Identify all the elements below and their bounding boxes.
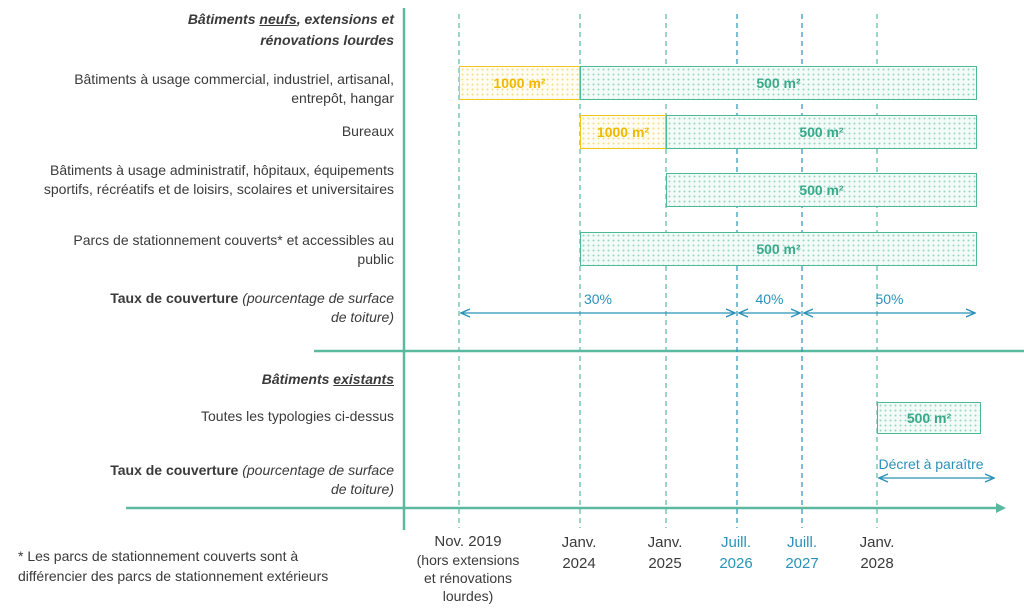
tick-line: 2024 — [562, 555, 596, 572]
coverage-rate-label: 30% — [583, 291, 613, 307]
tick-jan-2028 — [817, 532, 937, 574]
tick-line: 2028 — [860, 555, 894, 572]
coverage-bold: Taux de couverture — [110, 462, 239, 478]
row-label-parking — [73, 231, 394, 269]
row-label-line: Toutes les typologies ci-dessus — [201, 408, 394, 424]
row-label-offices — [342, 122, 394, 141]
row-label-line: Bureaux — [341, 123, 394, 139]
coverage-rate-label: 40% — [755, 291, 784, 307]
title-text: Bâtiments — [187, 11, 260, 27]
coverage-label-new — [110, 289, 394, 327]
threshold-bar: 500 m² — [580, 232, 977, 266]
tick-line: 2027 — [785, 555, 819, 572]
title-text: , extensions et — [296, 11, 394, 27]
coverage-italic: de toiture) — [330, 481, 394, 497]
tick-line: 2025 — [648, 555, 682, 572]
tick-line: Juill. — [720, 534, 751, 551]
tick-line: Nov. 2019 — [434, 533, 502, 550]
threshold-bar: 500 m² — [877, 402, 981, 434]
tick-line: Janv. — [561, 534, 597, 551]
row-label-line: Bâtiments à usage commercial, industriel, artisanal, — [74, 71, 394, 87]
tick-line: lourdes) — [442, 588, 494, 604]
decree-text: Décret à paraître — [878, 456, 984, 472]
tick-line: Janv. — [859, 534, 895, 551]
coverage-bold: Taux de couverture — [110, 290, 239, 306]
threshold-bar: 1000 m² — [580, 115, 666, 149]
row-label-line: public — [357, 251, 394, 267]
footnote-line: * Les parcs de stationnement couverts sont à — [18, 548, 299, 564]
title-text: rénovations lourdes — [260, 32, 394, 48]
threshold-bar: 1000 m² — [459, 66, 580, 100]
row-label-all-types — [201, 407, 394, 426]
tick-line: et rénovations — [424, 570, 512, 586]
title-underlined: existants — [333, 371, 394, 387]
footnote — [18, 546, 378, 586]
title-underlined: neufs — [259, 11, 297, 27]
coverage-italic: de toiture) — [330, 309, 394, 325]
coverage-rate-label: 50% — [875, 291, 904, 307]
coverage-italic: (pourcentage de surface — [238, 290, 394, 306]
tick-nov-2019 — [408, 532, 528, 605]
new-buildings-title — [188, 9, 394, 51]
threshold-bar: 500 m² — [666, 173, 977, 207]
tick-line: 2026 — [719, 555, 753, 572]
threshold-bar: 500 m² — [666, 115, 977, 149]
coverage-italic: (pourcentage de surface — [238, 462, 394, 478]
row-label-commercial — [74, 70, 394, 108]
footnote-line: différencier des parcs de stationnement extérieurs — [18, 568, 329, 584]
row-label-line: entrepôt, hangar — [291, 90, 394, 106]
tick-line: Juill. — [786, 534, 817, 551]
row-label-administrative — [44, 161, 394, 199]
coverage-label-existing — [110, 461, 394, 499]
row-label-line: sportifs, récréatifs et de loisirs, scolaires et universitaires — [43, 181, 394, 197]
existing-buildings-title — [262, 369, 394, 390]
threshold-bar: 500 m² — [580, 66, 977, 100]
tick-line: (hors extensions — [416, 552, 520, 568]
row-label-line: Bâtiments à usage administratif, hôpitaux, équipements — [50, 162, 394, 178]
title-text: Bâtiments — [261, 371, 334, 387]
decree-label — [876, 456, 986, 472]
tick-line: Janv. — [647, 534, 683, 551]
row-label-line: Parcs de stationnement couverts* et accessibles au — [73, 232, 394, 248]
